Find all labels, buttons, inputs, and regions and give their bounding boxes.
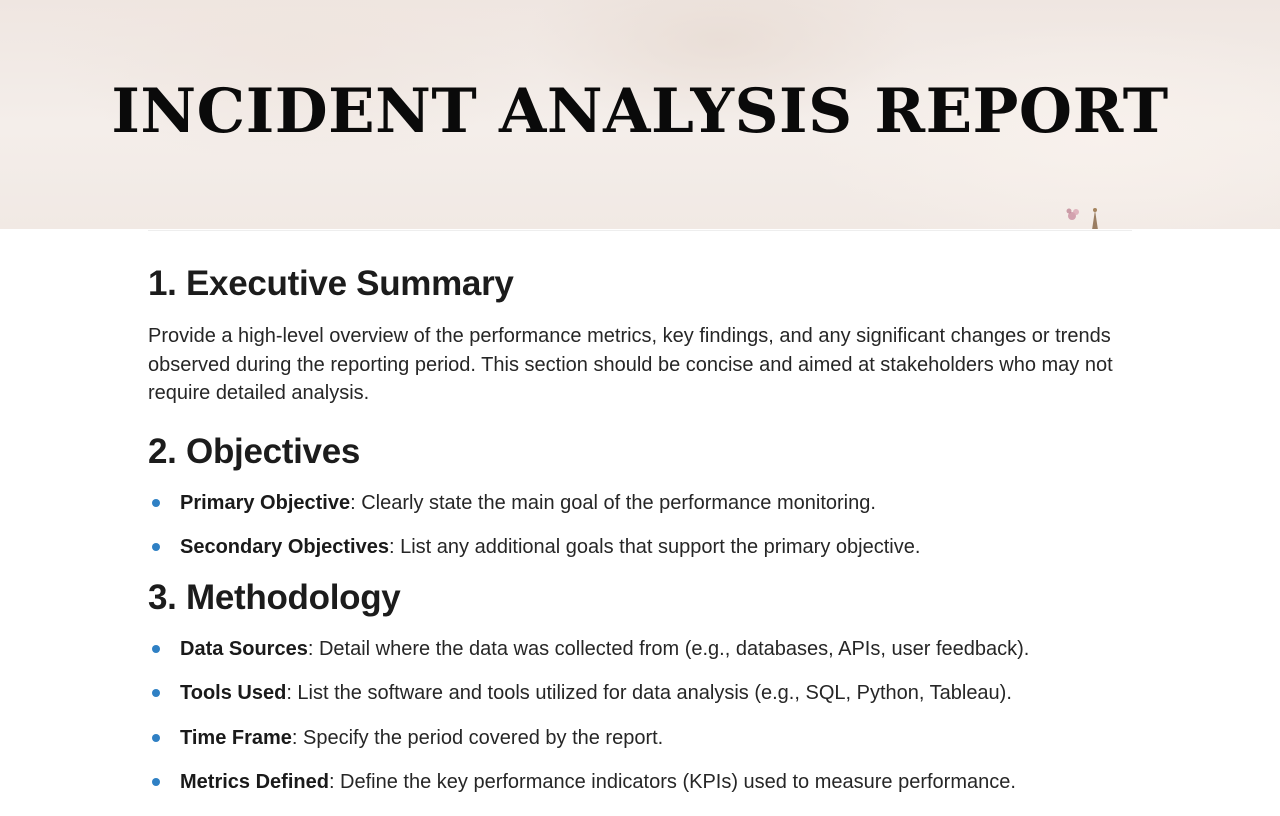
list-item (148, 489, 1132, 517)
list-item-text: : Specify the period covered by the report. (291, 726, 664, 749)
list-item-term: Time Frame (180, 726, 292, 749)
list-item (148, 679, 1132, 707)
list-item (148, 533, 1132, 561)
bullet-dot-icon (152, 499, 160, 507)
bullet-dot-icon (152, 645, 160, 653)
section-heading-objectives: 2. Objectives (148, 431, 361, 471)
list-item-term: Secondary Objectives (180, 536, 389, 558)
bullet-dot-icon (152, 734, 160, 742)
list-item-text: : List the software and tools utilized for data analysis (e.g., SQL, Python, Tableau). (286, 682, 1012, 704)
list-item-text: : Detail where the data was collected from (e.g., databases, APIs, user feedback). (307, 637, 1030, 660)
section-heading-methodology: 3. Methodology (148, 577, 401, 617)
flower-decoration-icon (1062, 198, 1110, 229)
report-body (148, 262, 1132, 813)
bullet-dot-icon (152, 778, 160, 786)
list-item (148, 635, 1132, 663)
list-item-term: Data Sources (180, 637, 308, 660)
list-item-text: : Clearly state the main goal of the performance monitoring. (350, 491, 876, 514)
header-divider (148, 230, 1132, 231)
section-heading-executive-summary: 1. Executive Summary (148, 264, 514, 303)
list-item-term: Primary Objective (180, 491, 351, 514)
report-title: INCIDENT ANALYSIS REPORT (111, 76, 1169, 147)
list-item-term: Tools Used (180, 682, 287, 704)
objectives-list (148, 489, 1132, 562)
list-item-term: Metrics Defined (180, 771, 329, 793)
list-item (148, 768, 1132, 796)
bullet-dot-icon (152, 689, 160, 697)
methodology-list (148, 635, 1132, 797)
list-item-text: : Define the key performance indicators (KPIs) used to measure performance. (328, 771, 1016, 793)
list-item-text: : List any additional goals that support the primary objective. (388, 536, 921, 558)
executive-summary-paragraph: Provide a high-level overview of the performance metrics, key findings, and any significant changes or trends observed during the reporting period. This section should be concise and aimed at stakeholders who may not require detailed analysis. (148, 325, 1113, 404)
header-banner (0, 0, 1280, 229)
bullet-dot-icon (152, 543, 160, 551)
list-item (148, 724, 1132, 752)
